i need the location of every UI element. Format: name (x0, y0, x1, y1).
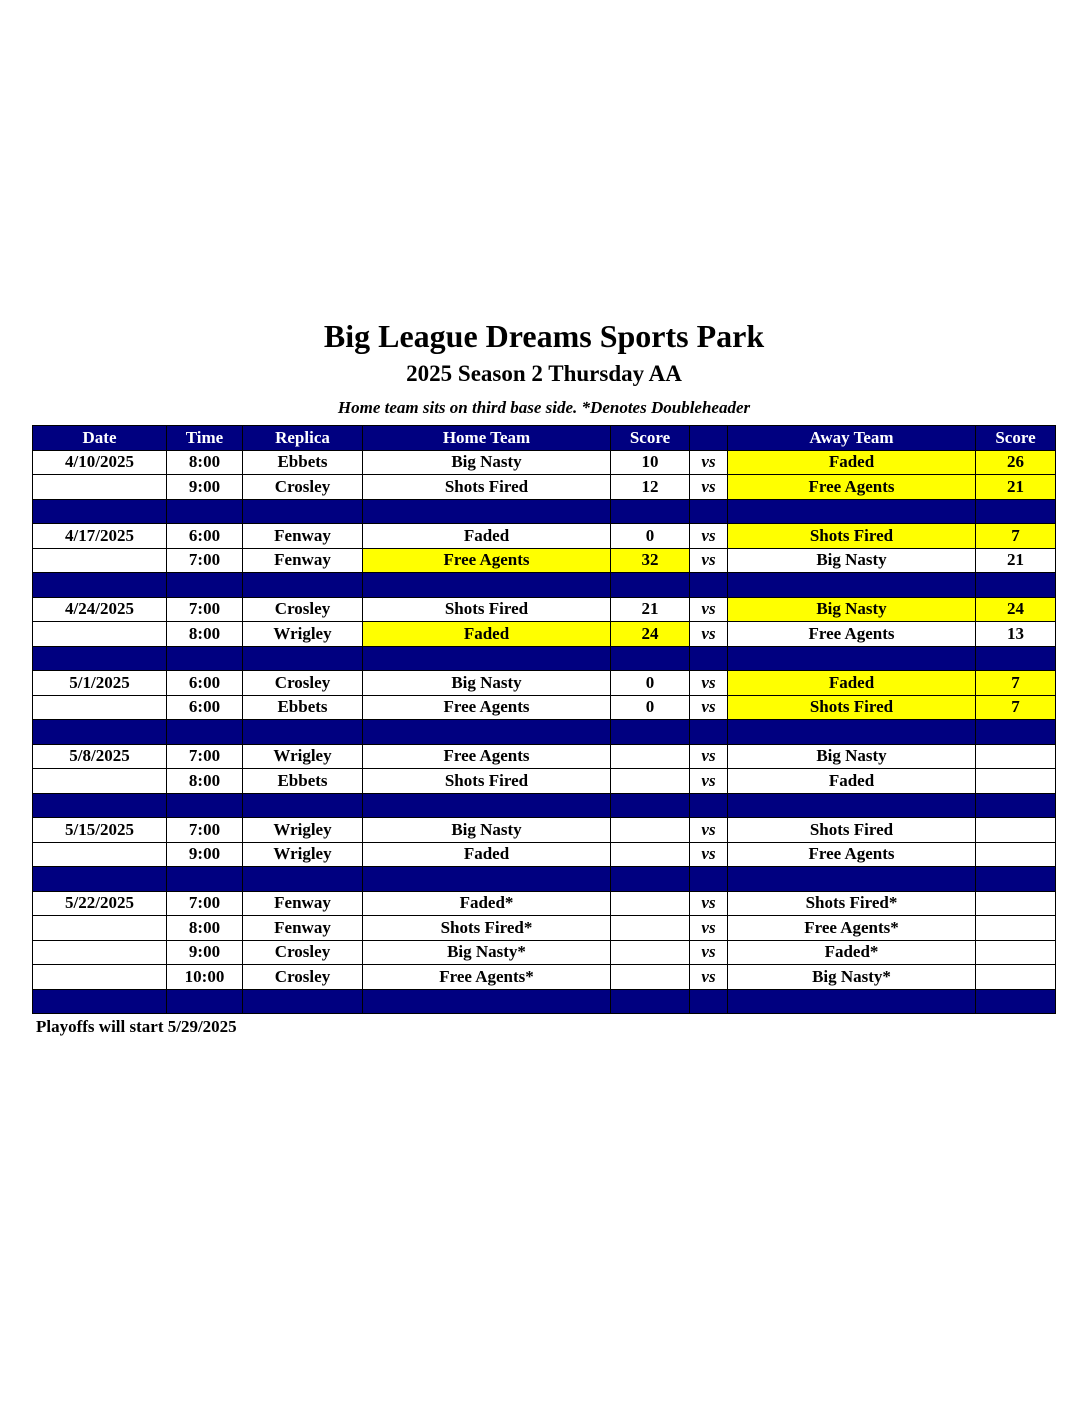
time-cell: 6:00 (167, 524, 243, 549)
game-row (33, 450, 1056, 475)
date-cell: 5/8/2025 (33, 744, 167, 769)
col-header-time: Time (167, 426, 243, 451)
col-header-home-team: Home Team (363, 426, 611, 451)
away-score-cell (976, 769, 1056, 794)
home-team-cell: Shots Fired (363, 597, 611, 622)
week-separator-row (33, 867, 1056, 892)
away-score-cell (976, 940, 1056, 965)
home-team-cell: Big Nasty (363, 671, 611, 696)
separator-cell (33, 646, 167, 671)
home-score-cell: 0 (611, 671, 690, 696)
schedule-body (33, 450, 1056, 1014)
away-score-cell: 7 (976, 695, 1056, 720)
separator-cell (363, 646, 611, 671)
separator-cell (728, 720, 976, 745)
separator-cell (690, 989, 728, 1014)
col-header-away-score: Score (976, 426, 1056, 451)
page-subtitle: 2025 Season 2 Thursday AA (406, 361, 682, 386)
separator-cell (363, 989, 611, 1014)
away-team-cell: Free Agents* (728, 916, 976, 941)
time-cell: 9:00 (167, 940, 243, 965)
date-cell: 4/10/2025 (33, 450, 167, 475)
vs-cell: vs (690, 818, 728, 843)
table-header-row (33, 426, 1056, 451)
separator-cell (611, 499, 690, 524)
vs-cell: vs (690, 916, 728, 941)
separator-cell (167, 867, 243, 892)
separator-cell (363, 720, 611, 745)
away-team-cell: Free Agents (728, 475, 976, 500)
vs-cell: vs (690, 597, 728, 622)
date-cell: 5/15/2025 (33, 818, 167, 843)
separator-cell (167, 499, 243, 524)
vs-cell: vs (690, 622, 728, 647)
home-score-cell (611, 891, 690, 916)
replica-cell: Crosley (243, 475, 363, 500)
replica-cell: Crosley (243, 965, 363, 990)
away-team-cell: Faded (728, 769, 976, 794)
game-row (33, 965, 1056, 990)
date-cell (33, 769, 167, 794)
time-cell: 9:00 (167, 475, 243, 500)
separator-cell (363, 867, 611, 892)
away-score-cell: 24 (976, 597, 1056, 622)
game-row (33, 744, 1056, 769)
separator-cell (167, 720, 243, 745)
time-cell: 10:00 (167, 965, 243, 990)
replica-cell: Crosley (243, 940, 363, 965)
time-cell: 7:00 (167, 548, 243, 573)
date-cell: 4/17/2025 (33, 524, 167, 549)
separator-cell (243, 646, 363, 671)
game-row (33, 891, 1056, 916)
date-cell (33, 622, 167, 647)
away-score-cell (976, 891, 1056, 916)
time-cell: 8:00 (167, 450, 243, 475)
replica-cell: Fenway (243, 891, 363, 916)
date-cell (33, 548, 167, 573)
col-header-away-team: Away Team (728, 426, 976, 451)
date-cell (33, 916, 167, 941)
replica-cell: Fenway (243, 916, 363, 941)
home-score-cell (611, 769, 690, 794)
home-team-cell: Big Nasty (363, 450, 611, 475)
away-score-cell (976, 842, 1056, 867)
separator-cell (690, 499, 728, 524)
separator-cell (167, 793, 243, 818)
home-score-cell (611, 965, 690, 990)
header-note: Home team sits on third base side. *Denotes Doubleheader (337, 398, 751, 417)
separator-cell (728, 499, 976, 524)
week-separator-row (33, 720, 1056, 745)
away-team-cell: Big Nasty* (728, 965, 976, 990)
game-row (33, 671, 1056, 696)
replica-cell: Crosley (243, 597, 363, 622)
game-row (33, 940, 1056, 965)
vs-cell: vs (690, 524, 728, 549)
separator-cell (243, 793, 363, 818)
game-row (33, 622, 1056, 647)
separator-cell (728, 867, 976, 892)
separator-cell (167, 646, 243, 671)
time-cell: 7:00 (167, 891, 243, 916)
date-cell (33, 475, 167, 500)
separator-cell (976, 793, 1056, 818)
home-score-cell (611, 818, 690, 843)
separator-cell (728, 793, 976, 818)
home-score-cell: 24 (611, 622, 690, 647)
date-cell: 4/24/2025 (33, 597, 167, 622)
away-team-cell: Faded (728, 450, 976, 475)
week-separator-row (33, 646, 1056, 671)
home-score-cell: 0 (611, 695, 690, 720)
separator-cell (611, 989, 690, 1014)
time-cell: 9:00 (167, 842, 243, 867)
replica-cell: Wrigley (243, 622, 363, 647)
away-score-cell (976, 744, 1056, 769)
game-row (33, 597, 1056, 622)
separator-cell (243, 867, 363, 892)
separator-cell (363, 793, 611, 818)
home-score-cell: 32 (611, 548, 690, 573)
time-cell: 7:00 (167, 597, 243, 622)
game-row (33, 548, 1056, 573)
time-cell: 6:00 (167, 695, 243, 720)
col-header-replica: Replica (243, 426, 363, 451)
game-row (33, 695, 1056, 720)
week-separator-row (33, 573, 1056, 598)
home-team-cell: Faded* (363, 891, 611, 916)
separator-cell (33, 989, 167, 1014)
away-team-cell: Shots Fired* (728, 891, 976, 916)
away-team-cell: Faded* (728, 940, 976, 965)
home-score-cell (611, 842, 690, 867)
page-title: Big League Dreams Sports Park (323, 318, 765, 354)
separator-cell (690, 793, 728, 818)
date-cell (33, 965, 167, 990)
separator-cell (976, 867, 1056, 892)
away-score-cell: 26 (976, 450, 1056, 475)
separator-cell (243, 573, 363, 598)
home-team-cell: Free Agents (363, 695, 611, 720)
home-score-cell: 21 (611, 597, 690, 622)
home-score-cell: 0 (611, 524, 690, 549)
vs-cell: vs (690, 475, 728, 500)
separator-cell (363, 573, 611, 598)
separator-cell (976, 573, 1056, 598)
replica-cell: Fenway (243, 524, 363, 549)
separator-cell (976, 646, 1056, 671)
replica-cell: Crosley (243, 671, 363, 696)
vs-cell: vs (690, 965, 728, 990)
game-row (33, 916, 1056, 941)
playoffs-note: Playoffs will start 5/29/2025 (36, 1017, 237, 1036)
week-separator-row (33, 793, 1056, 818)
date-cell: 5/1/2025 (33, 671, 167, 696)
home-team-cell: Shots Fired (363, 475, 611, 500)
time-cell: 6:00 (167, 671, 243, 696)
separator-cell (33, 720, 167, 745)
away-score-cell (976, 965, 1056, 990)
vs-cell: vs (690, 891, 728, 916)
date-cell: 5/22/2025 (33, 891, 167, 916)
replica-cell: Ebbets (243, 695, 363, 720)
separator-cell (611, 573, 690, 598)
away-score-cell: 7 (976, 671, 1056, 696)
home-score-cell: 12 (611, 475, 690, 500)
vs-cell: vs (690, 744, 728, 769)
away-team-cell: Shots Fired (728, 695, 976, 720)
home-score-cell (611, 940, 690, 965)
separator-cell (728, 989, 976, 1014)
away-score-cell: 13 (976, 622, 1056, 647)
vs-cell: vs (690, 842, 728, 867)
game-row (33, 818, 1056, 843)
vs-cell: vs (690, 450, 728, 475)
separator-cell (363, 499, 611, 524)
away-team-cell: Faded (728, 671, 976, 696)
away-score-cell (976, 818, 1056, 843)
replica-cell: Wrigley (243, 818, 363, 843)
separator-cell (243, 989, 363, 1014)
home-team-cell: Free Agents (363, 548, 611, 573)
home-score-cell (611, 916, 690, 941)
week-separator-row (33, 499, 1056, 524)
away-team-cell: Shots Fired (728, 818, 976, 843)
home-team-cell: Free Agents (363, 744, 611, 769)
home-team-cell: Faded (363, 524, 611, 549)
home-team-cell: Shots Fired* (363, 916, 611, 941)
away-score-cell: 7 (976, 524, 1056, 549)
away-team-cell: Shots Fired (728, 524, 976, 549)
separator-cell (976, 720, 1056, 745)
separator-cell (728, 573, 976, 598)
vs-cell: vs (690, 940, 728, 965)
separator-cell (611, 646, 690, 671)
home-team-cell: Faded (363, 622, 611, 647)
separator-cell (33, 867, 167, 892)
time-cell: 8:00 (167, 916, 243, 941)
home-team-cell: Shots Fired (363, 769, 611, 794)
away-score-cell (976, 916, 1056, 941)
home-score-cell: 10 (611, 450, 690, 475)
col-header-date: Date (33, 426, 167, 451)
replica-cell: Wrigley (243, 744, 363, 769)
separator-cell (690, 720, 728, 745)
home-team-cell: Faded (363, 842, 611, 867)
vs-cell: vs (690, 695, 728, 720)
schedule-table (32, 425, 1056, 1014)
date-cell (33, 940, 167, 965)
separator-cell (33, 793, 167, 818)
week-separator-row (33, 989, 1056, 1014)
time-cell: 7:00 (167, 818, 243, 843)
separator-cell (611, 720, 690, 745)
col-header-vs (690, 426, 728, 451)
date-cell (33, 695, 167, 720)
separator-cell (728, 646, 976, 671)
replica-cell: Ebbets (243, 450, 363, 475)
col-header-home-score: Score (611, 426, 690, 451)
away-team-cell: Big Nasty (728, 548, 976, 573)
vs-cell: vs (690, 671, 728, 696)
away-score-cell: 21 (976, 548, 1056, 573)
separator-cell (243, 499, 363, 524)
replica-cell: Wrigley (243, 842, 363, 867)
vs-cell: vs (690, 769, 728, 794)
separator-cell (33, 499, 167, 524)
separator-cell (690, 573, 728, 598)
game-row (33, 524, 1056, 549)
replica-cell: Ebbets (243, 769, 363, 794)
away-score-cell: 21 (976, 475, 1056, 500)
separator-cell (243, 720, 363, 745)
game-row (33, 475, 1056, 500)
separator-cell (167, 573, 243, 598)
separator-cell (690, 867, 728, 892)
home-score-cell (611, 744, 690, 769)
separator-cell (976, 499, 1056, 524)
separator-cell (976, 989, 1056, 1014)
away-team-cell: Free Agents (728, 842, 976, 867)
separator-cell (611, 793, 690, 818)
home-team-cell: Big Nasty (363, 818, 611, 843)
away-team-cell: Free Agents (728, 622, 976, 647)
away-team-cell: Big Nasty (728, 597, 976, 622)
away-team-cell: Big Nasty (728, 744, 976, 769)
separator-cell (167, 989, 243, 1014)
home-team-cell: Free Agents* (363, 965, 611, 990)
time-cell: 8:00 (167, 769, 243, 794)
time-cell: 7:00 (167, 744, 243, 769)
separator-cell (33, 573, 167, 598)
game-row (33, 842, 1056, 867)
separator-cell (690, 646, 728, 671)
separator-cell (611, 867, 690, 892)
time-cell: 8:00 (167, 622, 243, 647)
replica-cell: Fenway (243, 548, 363, 573)
game-row (33, 769, 1056, 794)
vs-cell: vs (690, 548, 728, 573)
home-team-cell: Big Nasty* (363, 940, 611, 965)
date-cell (33, 842, 167, 867)
